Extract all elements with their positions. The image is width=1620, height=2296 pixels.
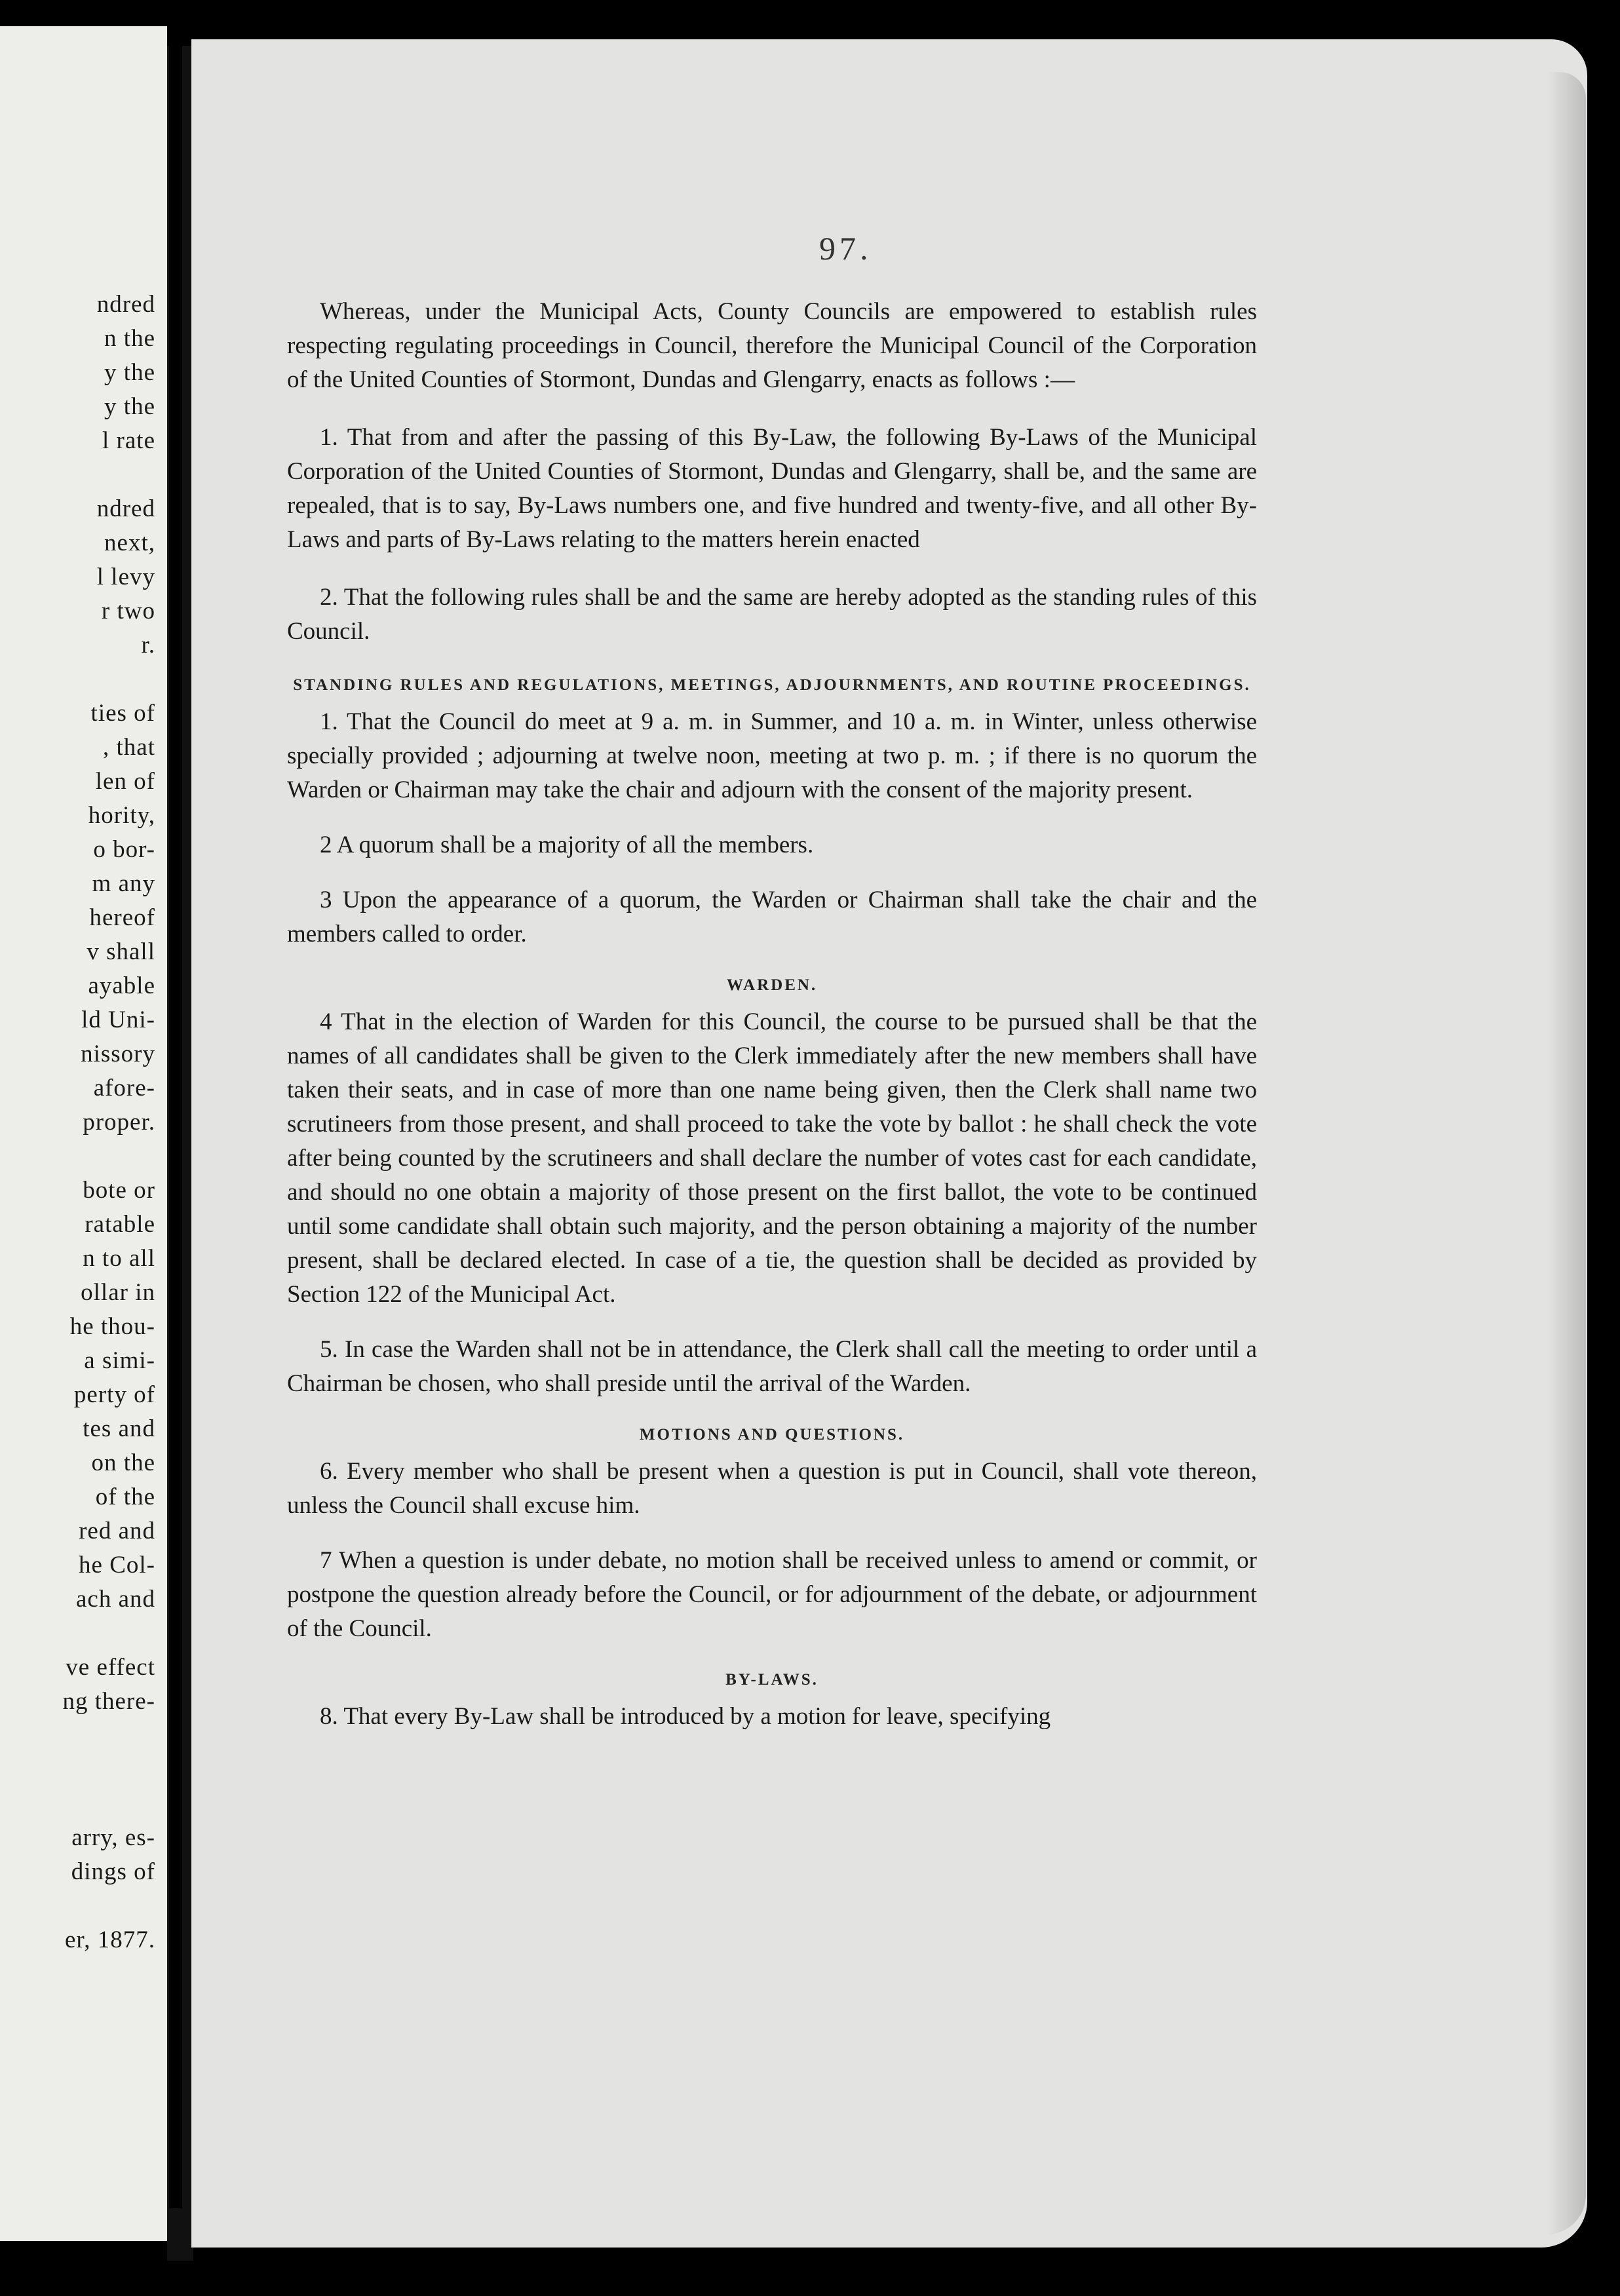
- left-page-line: of the: [95, 1483, 155, 1510]
- left-page-line: er, 1877.: [64, 1926, 155, 1953]
- left-page-line: ndred: [96, 291, 155, 318]
- left-page-line: next,: [104, 529, 155, 556]
- left-page-line: v shall: [87, 938, 155, 965]
- heading-warden: WARDEN.: [726, 976, 818, 994]
- left-page-line: y the: [104, 359, 155, 386]
- left-page-line: n the: [104, 325, 155, 352]
- rule-2-paragraph: 2 A quorum shall be a majority of all the members.: [320, 832, 814, 858]
- left-page-line: o bor-: [93, 836, 155, 863]
- left-page-fragment: [0, 26, 167, 2241]
- page-edge: [1547, 72, 1586, 2234]
- left-page-line: ayable: [88, 972, 155, 999]
- left-page-line: m any: [92, 870, 155, 897]
- left-page-line: on the: [91, 1449, 155, 1476]
- page-body: [287, 295, 1257, 1755]
- page-number: 97.: [819, 230, 872, 267]
- left-page-line: ng there-: [62, 1688, 155, 1715]
- rule-6-paragraph: 6. Every member who shall be present when a question is put in Council, shall vote thereon, unless the Council shall excuse him.: [287, 1458, 1257, 1519]
- left-page-line: hority,: [88, 802, 155, 829]
- rule-4-paragraph: 4 That in the election of Warden for this Council, the course to be pursued shall be that the names of all candidates shall be given to the Clerk immediately after the new members shall have taken their seats, and in case of more than one name being given, then the Clerk shall name two scrutineers from those present, and shall proceed to take the vote by ballot : he shall check the vote after being counted by the scrutineers and shall declare the number of votes cast for each candidate, and should no one obtain a majority of those present on the first ballot, the vote to be continued until some candidate shall obtain such majority, and the person obtaining a majority of the number present, shall be declared elected. In case of a tie, the question shall be decided as provided by Section 122 of the Municipal Act.: [287, 1008, 1257, 1308]
- left-page-line: bote or: [83, 1177, 155, 1204]
- left-page-line: he thou-: [69, 1313, 155, 1340]
- rule-7-paragraph: 7 When a question is under debate, no motion shall be received unless to amend or commit, or postpone the question already before the Council, or for adjournment of the debate, or adjournment of the Council.: [287, 1547, 1257, 1642]
- left-page-line: l levy: [96, 564, 155, 590]
- left-page-line: len of: [95, 768, 155, 795]
- heading-motions: MOTIONS AND QUESTIONS.: [639, 1426, 905, 1444]
- left-page-line: perty of: [73, 1381, 155, 1408]
- left-page-line: ach and: [75, 1586, 155, 1613]
- left-page-line: dings of: [71, 1858, 155, 1885]
- clause-2-paragraph: 2. That the following rules shall be and the same are hereby adopted as the standing rules of this Council.: [287, 584, 1257, 645]
- left-page-line: n to all: [83, 1245, 155, 1272]
- left-page-line: proper.: [83, 1109, 155, 1136]
- rule-5-paragraph: 5. In case the Warden shall not be in attendance, the Clerk shall call the meeting to order until a Chairman be chosen, who shall preside until the arrival of the Warden.: [287, 1336, 1257, 1397]
- left-page-line: red and: [79, 1518, 155, 1544]
- heading-standing-rules: STANDING RULES AND REGULATIONS, MEETINGS, ADJOURNMENTS, AND ROUTINE PROCEEDINGS.: [293, 676, 1251, 694]
- left-page-line: he Col-: [79, 1552, 155, 1578]
- left-page-line: ld Uni-: [81, 1006, 155, 1033]
- left-page-line: ndred: [96, 495, 155, 522]
- left-page-line: ollar in: [81, 1279, 155, 1306]
- left-page-line: r two: [101, 598, 155, 624]
- left-page-line: a simi-: [84, 1347, 155, 1374]
- left-page-line: tes and: [83, 1415, 155, 1442]
- left-page-line: afore-: [93, 1075, 155, 1101]
- left-page-line: y the: [104, 393, 155, 420]
- rule-8-paragraph: 8. That every By-Law shall be introduced by a motion for leave, specifying: [320, 1703, 1051, 1730]
- clause-1-paragraph: 1. That from and after the passing of this By-Law, the following By-Laws of the Municipal Corporation of the United Counties of Stormont, Dundas and Glengarry, shall be, and the same are repealed, that is to say, By-Laws numbers one, and five hundred and twenty-five, and all other By-Laws and parts of By-Laws relating to the matters herein enacted: [287, 424, 1257, 553]
- left-page-line: hereof: [89, 904, 155, 931]
- left-page-line: , that: [103, 734, 155, 761]
- left-page-line: ties of: [90, 700, 155, 727]
- heading-bylaws: BY-LAWS.: [725, 1671, 819, 1689]
- preamble-paragraph: Whereas, under the Municipal Acts, County Councils are empowered to establish rules respecting regulating proceedings in Council, therefore the Municipal Council of the Corporation of the United Counties of Stormont, Dundas and Glengarry, enacts as follows :—: [287, 298, 1257, 393]
- left-page-line: l rate: [102, 427, 155, 454]
- rule-1-paragraph: 1. That the Council do meet at 9 a. m. in Summer, and 10 a. m. in Winter, unless otherwise specially provided ; adjourning at twelve noon, meeting at two p. m. ; if there is no quorum the Warden or Chairman may take the chair and adjourn with the consent of the majority present.: [287, 708, 1257, 803]
- left-page-line: r.: [141, 632, 155, 659]
- left-page-line: nissory: [81, 1041, 155, 1067]
- left-page-line: arry, es-: [71, 1824, 155, 1851]
- left-page-line: ratable: [85, 1211, 155, 1238]
- left-page-line: ve effect: [66, 1654, 155, 1681]
- gutter-shadow: [169, 46, 182, 2208]
- rule-3-paragraph: 3 Upon the appearance of a quorum, the Warden or Chairman shall take the chair and the members called to order.: [287, 887, 1257, 947]
